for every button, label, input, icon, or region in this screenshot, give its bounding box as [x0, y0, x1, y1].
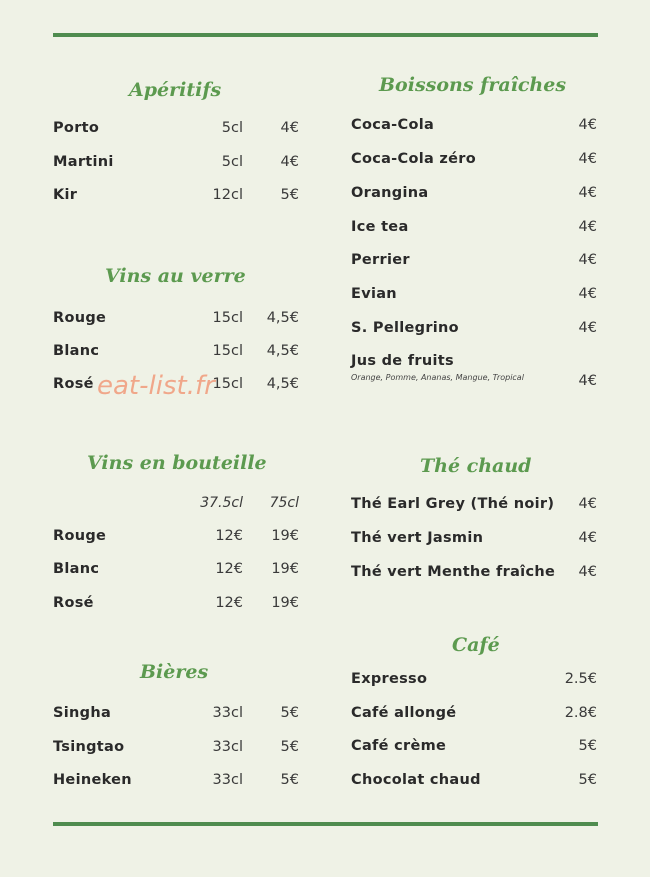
- bottom-divider: [53, 822, 598, 826]
- section-title: Vins en bouteille: [87, 452, 267, 474]
- section-title: Apéritifs: [129, 79, 222, 101]
- column-header: 37.5cl: [200, 495, 243, 511]
- section-title: Bières: [140, 661, 209, 683]
- section-title: Vins au verre: [105, 265, 246, 287]
- item-description: Orange, Pomme, Ananas, Mangue, Tropical: [351, 373, 524, 382]
- top-divider: [53, 33, 598, 37]
- column-header: 75cl: [269, 495, 299, 511]
- watermark: eat-list.fr: [97, 371, 215, 401]
- section-title: Boissons fraîches: [379, 74, 567, 96]
- section-title: Café: [452, 634, 500, 656]
- section-title: Thé chaud: [420, 455, 532, 477]
